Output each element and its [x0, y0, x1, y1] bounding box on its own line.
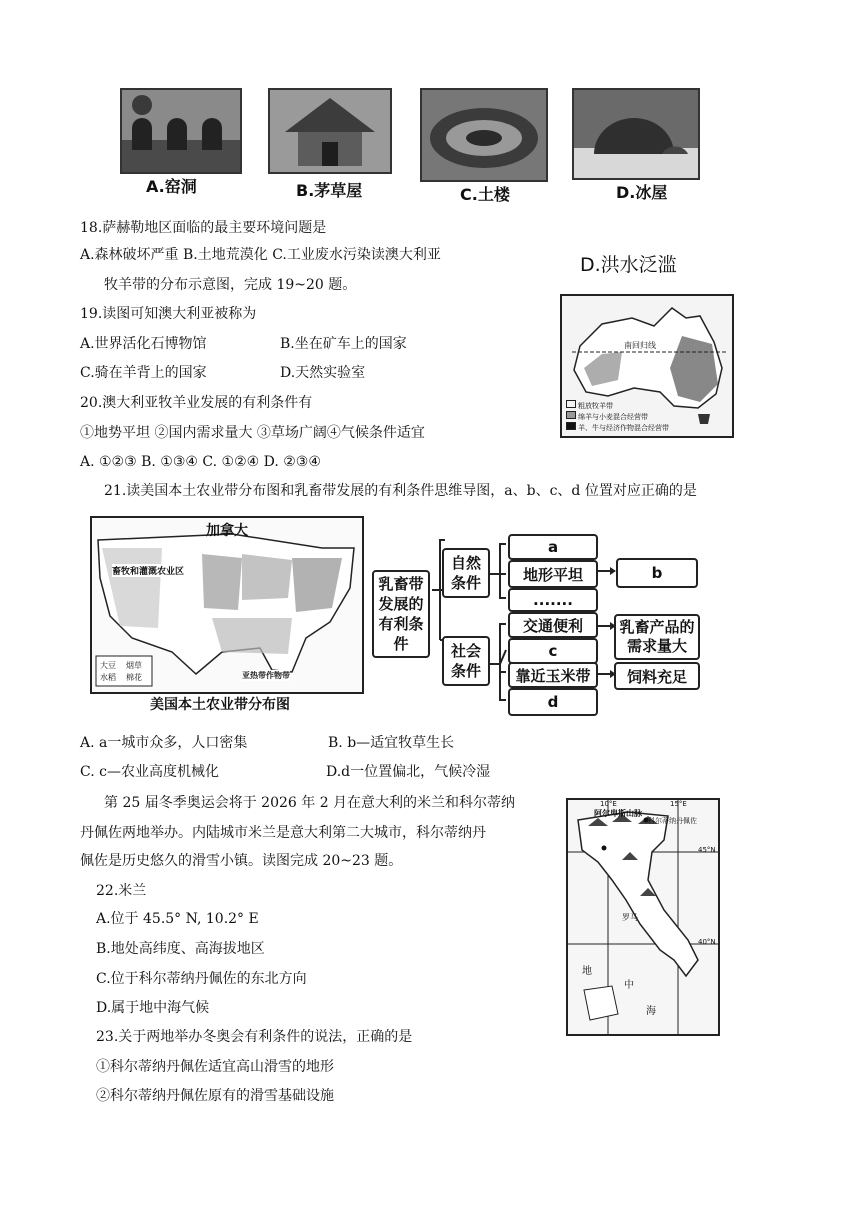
- mindmap-traffic: 交通便利: [508, 612, 598, 638]
- tulou-image: [422, 90, 546, 180]
- subtropical-label: 亚热带作物带: [242, 671, 290, 680]
- italy-map-drawing: [568, 800, 718, 1034]
- italy-map: [566, 798, 720, 1036]
- mindmap-feed: 饲料充足: [614, 662, 700, 690]
- q20-options: A. ①②③ B. ①③④ C. ①②④ D. ②③④: [80, 454, 321, 470]
- mindmap-root: 乳畜带发展的有利条件: [372, 570, 430, 658]
- photo-caption-d: D.冰屋: [616, 183, 668, 202]
- med-sea-label-2: 中: [624, 980, 634, 991]
- cortina-label: 科尔蒂纳丹佩佐: [648, 817, 697, 825]
- igloo-image: [574, 90, 698, 178]
- photo-caption-a: A.窑洞: [146, 177, 197, 196]
- q20-items: ①地势平坦 ②国内需求量大 ③草场广阔④气候条件适宜: [80, 425, 425, 441]
- mindmap-natural: 自然条件: [442, 548, 490, 598]
- q18-stem: 18.萨赫勒地区面临的最主要环境问题是: [80, 220, 327, 236]
- q19-option-b: B.坐在矿车上的国家: [280, 336, 407, 352]
- mindmap-c: c: [508, 638, 598, 664]
- q20-stem: 20.澳大利亚牧羊业发展的有利条件有: [80, 395, 313, 411]
- q22-option-a: A.位于 45.5° N, 10.2° E: [96, 911, 259, 927]
- olympics-line-2: 丹佩佐两地举办。内陆城市米兰是意大利第二大城市，科尔蒂纳丹: [80, 825, 486, 841]
- rome-label: 罗马: [622, 913, 638, 922]
- mindmap-d: d: [508, 688, 598, 716]
- legend-rice: 水稻: [100, 673, 116, 682]
- q21-stem: 21.读美国本土农业带分布图和乳畜带发展的有利条件思维导图，a、b、c、d 位置对应正确的是: [104, 483, 697, 499]
- photo-yaodong: [120, 88, 242, 174]
- mindmap-social: 社会条件: [442, 636, 490, 686]
- yaodong-image: [122, 90, 240, 172]
- mindmap-terrain: 地形平坦: [508, 560, 598, 588]
- aus-legend-item-3: 羊、牛与经济作物混合经营带: [566, 422, 669, 433]
- lat-40n-label: 40°N: [698, 938, 716, 946]
- mindmap-dots: .......: [508, 588, 598, 612]
- us-agriculture-map: [90, 516, 364, 694]
- mindmap-b: b: [616, 558, 698, 588]
- thatched-hut-image: [270, 90, 390, 172]
- q19-stem: 19.读图可知澳大利亚被称为: [80, 306, 257, 322]
- q23-item-1: ①科尔蒂纳丹佩佐适宜高山滑雪的地形: [96, 1059, 334, 1075]
- mindmap-a: a: [508, 534, 598, 560]
- photo-thatched-hut: [268, 88, 392, 174]
- us-map-caption: 美国本土农业带分布图: [150, 697, 290, 713]
- q23-stem: 23.关于两地举办冬奥会有利条件的说法，正确的是: [96, 1029, 413, 1045]
- australia-map: [560, 294, 734, 438]
- aus-legend-item-2: 绵羊与小麦混合经营带: [566, 411, 669, 422]
- q19-option-c: C.骑在羊背上的国家: [80, 365, 207, 381]
- legend-tobacco: 烟草: [126, 661, 142, 670]
- lon-15e-label: 15°E: [670, 800, 687, 808]
- q21-option-d: D.d一位置偏北，气候冷湿: [326, 764, 491, 780]
- ranch-irrigation-label: 畜牧和灌溉农业区: [112, 564, 184, 577]
- q23-item-2: ②科尔蒂纳丹佩佐原有的滑雪基础设施: [96, 1088, 334, 1104]
- olympics-line-3: 佩佐是历史悠久的滑雪小镇。读图完成 20~23 题。: [80, 853, 403, 869]
- tropic-of-capricorn-label: 南回归线: [624, 341, 656, 350]
- canada-label: 加拿大: [206, 523, 248, 539]
- aus-legend: [566, 400, 669, 433]
- photo-caption-c: C.土楼: [460, 185, 510, 204]
- alps-label: 阿尔卑斯山脉: [594, 809, 642, 818]
- legend-soybean: 大豆: [100, 661, 116, 670]
- legend-cotton: 棉花: [126, 673, 142, 682]
- lat-45n-label: 45°N: [698, 846, 716, 854]
- q22-option-d: D.属于地中海气候: [96, 1000, 210, 1016]
- q22-stem: 22.米兰: [96, 883, 147, 899]
- lon-10e-label: 10°E: [600, 800, 617, 808]
- mindmap-corn: 靠近玉米带: [508, 662, 598, 688]
- photo-caption-b: B.茅草屋: [296, 181, 363, 200]
- q19-option-d: D.天然实验室: [280, 365, 366, 381]
- med-sea-label-1: 地: [582, 966, 592, 977]
- q18-options: A.森林破坏严重 B.土地荒漠化 C.工业废水污染读澳大利亚: [80, 247, 441, 263]
- q21-option-b: B. b—适宜牧草生长: [328, 735, 455, 751]
- photo-tulou: [420, 88, 548, 182]
- q22-option-b: B.地处高纬度、高海拔地区: [96, 941, 265, 957]
- q22-option-c: C.位于科尔蒂纳丹佩佐的东北方向: [96, 971, 307, 987]
- q19-option-a: A.世界活化石博物馆: [80, 336, 207, 352]
- med-sea-label-3: 海: [646, 1006, 656, 1017]
- q21-option-c: C. c—农业高度机械化: [80, 764, 219, 780]
- aus-legend-item-1: 粗放牧羊带: [566, 400, 669, 411]
- photo-igloo: [572, 88, 700, 180]
- q21-option-a: A. a一城市众多，人口密集: [80, 735, 248, 751]
- q18-intro: 牧羊带的分布示意图，完成 19~20 题。: [104, 277, 357, 293]
- olympics-line-1: 第 25 届冬季奥运会将于 2026 年 2 月在意大利的米兰和科尔蒂纳: [104, 795, 516, 811]
- q18-option-d: D.洪水泛滥: [580, 254, 677, 276]
- mindmap-demand: 乳畜产品的需求量大: [614, 614, 700, 660]
- us-legend: [100, 660, 142, 684]
